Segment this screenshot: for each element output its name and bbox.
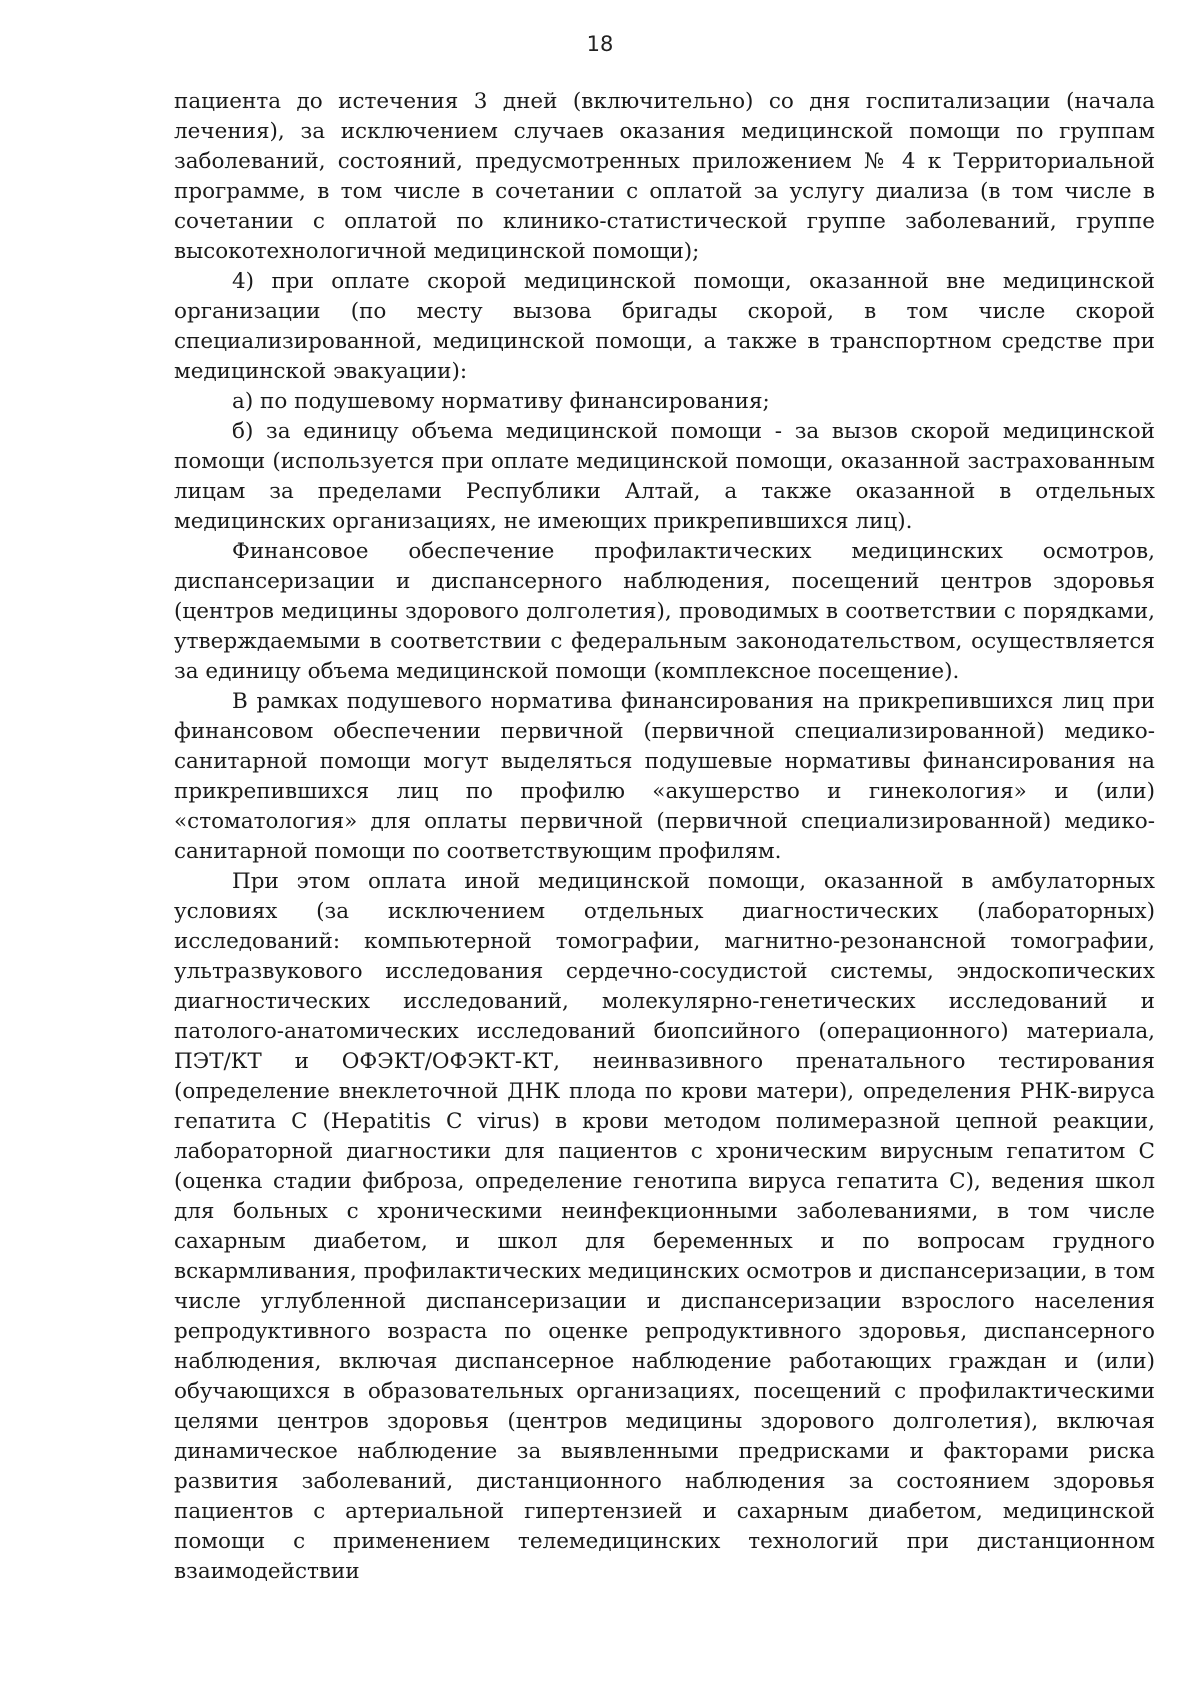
paragraph-subitem-b: б) за единицу объема медицинской помощи - за вызов скорой медицинской помощи (используется при оплате медицинской помощи, оказанной застрахованным лицам за пределами Республики Алтай, а также оказанной в отдельных медицинских организациях, не имеющих прикрепившихся лиц). bbox=[174, 419, 1155, 534]
paragraph-continuation: пациента до истечения 3 дней (включительно) со дня госпитализации (начала лечения), за исключением случаев оказания медицинской помощи по группам заболеваний, состояний, предусмотренных приложением № 4 к Территориальной программе, в том числе в сочетании с оплатой за услугу диализа (в том числе в сочетании с оплатой по клинико-статистической группе заболеваний, группе высокотехнологичной медицинской помощи); bbox=[174, 89, 1155, 264]
paragraph-preventive-financing: Финансовое обеспечение профилактических медицинских осмотров, диспансеризации и диспансерного наблюдения, посещений центров здоровья (центров медицины здорового долголетия), проводимых в соответствии с порядками, утверждаемыми в соответствии с федеральным законодательством, осуществляется за единицу объема медицинской помощи (комплексное посещение). bbox=[174, 539, 1155, 684]
paragraph-item-4: 4) при оплате скорой медицинской помощи, оказанной вне медицинской организации (по месту вызова бригады скорой, в том числе скорой специализированной, медицинской помощи, а также в транспортном средстве при медицинской эвакуации): bbox=[174, 269, 1155, 384]
paragraph-subitem-a: а) по подушевому нормативу финансирования; bbox=[232, 389, 770, 414]
paragraph-per-capita-norms: В рамках подушевого норматива финансирования на прикрепившихся лиц при финансовом обеспечении первичной (первичной специализированной) медико-санитарной помощи могут выделяться подушевые нормативы финансирования на прикрепившихся лиц по профилю «акушерство и гинекология» и (или) «стоматология» для оплаты первичной (первичной специализированной) медико-санитарной помощи по соответствующим профилям. bbox=[174, 689, 1155, 864]
paragraph-outpatient-payment: При этом оплата иной медицинской помощи, оказанной в амбулаторных условиях (за исключением отдельных диагностических (лабораторных) исследований: компьютерной томографии, магнитно-резонансной томографии, ультразвукового исследования сердечно-сосудистой системы, эндоскопических диагностических исследований, молекулярно-генетических исследований и патолого-анатомических исследований биопсийного (операционного) материала, ПЭТ/КТ и ОФЭКТ/ОФЭКТ-КТ, неинвазивного пренатального тестирования (определение внеклеточной ДНК плода по крови матери), определения РНК-вируса гепатита С (Hepatitis C virus) в крови методом полимеразной цепной реакции, лабораторной диагностики для пациентов с хроническим вирусным гепатитом С (оценка стадии фиброза, определение генотипа вируса гепатита С), ведения школ для больных с хроническими неинфекционными заболеваниями, в том числе сахарным диабетом, и школ для беременных и по вопросам грудного вскармливания, профилактических медицинских осмотров и диспансеризации, в том числе углубленной диспансеризации и диспансеризации взрослого населения репродуктивного возраста по оценке репродуктивного здоровья, диспансерного наблюдения, включая диспансерное наблюдение работающих граждан и (или) обучающихся в образовательных организациях, посещений с профилактическими целями центров здоровья (центров медицины здорового долголетия), включая динамическое наблюдение за выявленными предрисками и факторами риска развития заболеваний, дистанционного наблюдения за состоянием здоровья пациентов с артериальной гипертензией и сахарным диабетом, медицинской помощи с применением телемедицинских технологий при дистанционном взаимодействии bbox=[174, 869, 1155, 1584]
page-number: 18 bbox=[586, 32, 614, 56]
document-body bbox=[174, 87, 1155, 1587]
